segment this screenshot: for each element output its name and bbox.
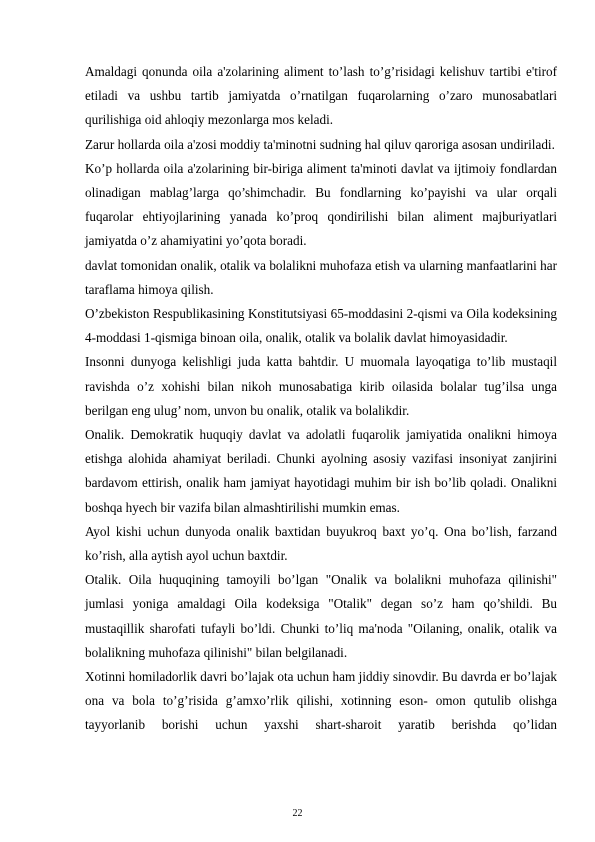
paragraph-court-recovery: Zarur hollarda oila a'zosi moddiy ta'minotni sudning hal qiluv qaroriga asosan undiriladi. xyxy=(85,136,555,152)
paragraph-social-funds: Ko’p hollarda oila a'zolarining bir-biriga aliment ta'minoti davlat va ijtimoiy fondlardan olinadigan mablag’larga qo’shimchadir. Bu fondlarning ko’payishi va ular orqali fuqarolar ehtiyojlarining yanada ko’proq qondirilishi bilan aliment majburiyatlari jamiyatda o’z ahamiyatini yo’qota boradi. xyxy=(85,160,557,249)
paragraph-fatherhood: Otalik. Oila huquqining tamoyili bo’lgan "Onalik va bolalikni muhofaza qilinishi" jumlasi yoniga amaldagi Oila kodeksiga "Otalik" degan so’z ham qo’shildi. Bu mustaqillik sharofati tufayli bo’ldi. Chunki to’liq ma'noda "Oilaning, onalik, otalik va bolalikning muhofaza qilinishi" bilan belgilanadi. xyxy=(85,572,557,660)
paragraph-constitution: O’zbekiston Respublikasining Konstitutsiyasi 65-moddasini 2-qismi va Oila kodeksining 4-moddasi 1-qismiga binoan oila, onalik, otalik va bolalik davlat himoyasidadir. xyxy=(85,306,557,346)
paragraph-woman-happiness: Ayol kishi uchun dunyoda onalik baxtidan buyukroq baxt yo’q. Ona bo’lish, farzand ko’rish, alla aytish ayol uchun baxtdir. xyxy=(85,523,557,564)
page-number: 22 xyxy=(292,808,303,819)
paragraph-alimony-agreement: Amaldagi qonunda oila a'zolarining aliment to’lash to’g’risidagi kelishuv tartibi e'tirof etiladi va ushbu tartib jamiyatda o’rnatilgan fuqarolarning o’zaro munosabatlari qurilishiga oid ahloqiy mezonlarga mos keladi. xyxy=(85,64,557,128)
paragraph-birth-happiness: Insonni dunyoga kelishligi juda katta bahtdir. U muomala layoqatiga to’lib mustaqil ravishda o’z xohishi bilan nikoh munosabatiga kirib oilasida bolalar tug’ilsa unga berilgan eng ulug’ nom, unvon bu onalik, otalik va bolalikdir. xyxy=(85,354,557,418)
paragraph-state-protection: davlat tomonidan onalik, otalik va bolalikni muhofaza etish va ularning manfaatlarini har taraflama himoya qilish. xyxy=(85,257,557,297)
paragraph-motherhood: Onalik. Demokratik huquqiy davlat va adolatli fuqarolik jamiyatida onalikni himoya etishga alohida ahamiyat beriladi. Chunki ayolning asosiy vazifasi insoniyat zanjirini bardavom ettirish, onalik ham jamiyat hayotidagi muhim bir ish bo’lib qoladi. Onalikni boshqa hyech bir vazifa bilan almashtirilishi mumkin emas. xyxy=(85,427,557,515)
paragraph-pregnancy: Xotinni homiladorlik davri bo’lajak ota uchun ham jiddiy sinovdir. Bu davrda er bo’lajak ona va bola to’g’risida g’amxo’rlik qilishi, xotinning eson- omon qutulib olishga tayyorlanib borishi uchun yaxshi shart-sharoit yaratib berishda qo’lidan xyxy=(85,669,557,733)
document-body xyxy=(85,60,557,738)
